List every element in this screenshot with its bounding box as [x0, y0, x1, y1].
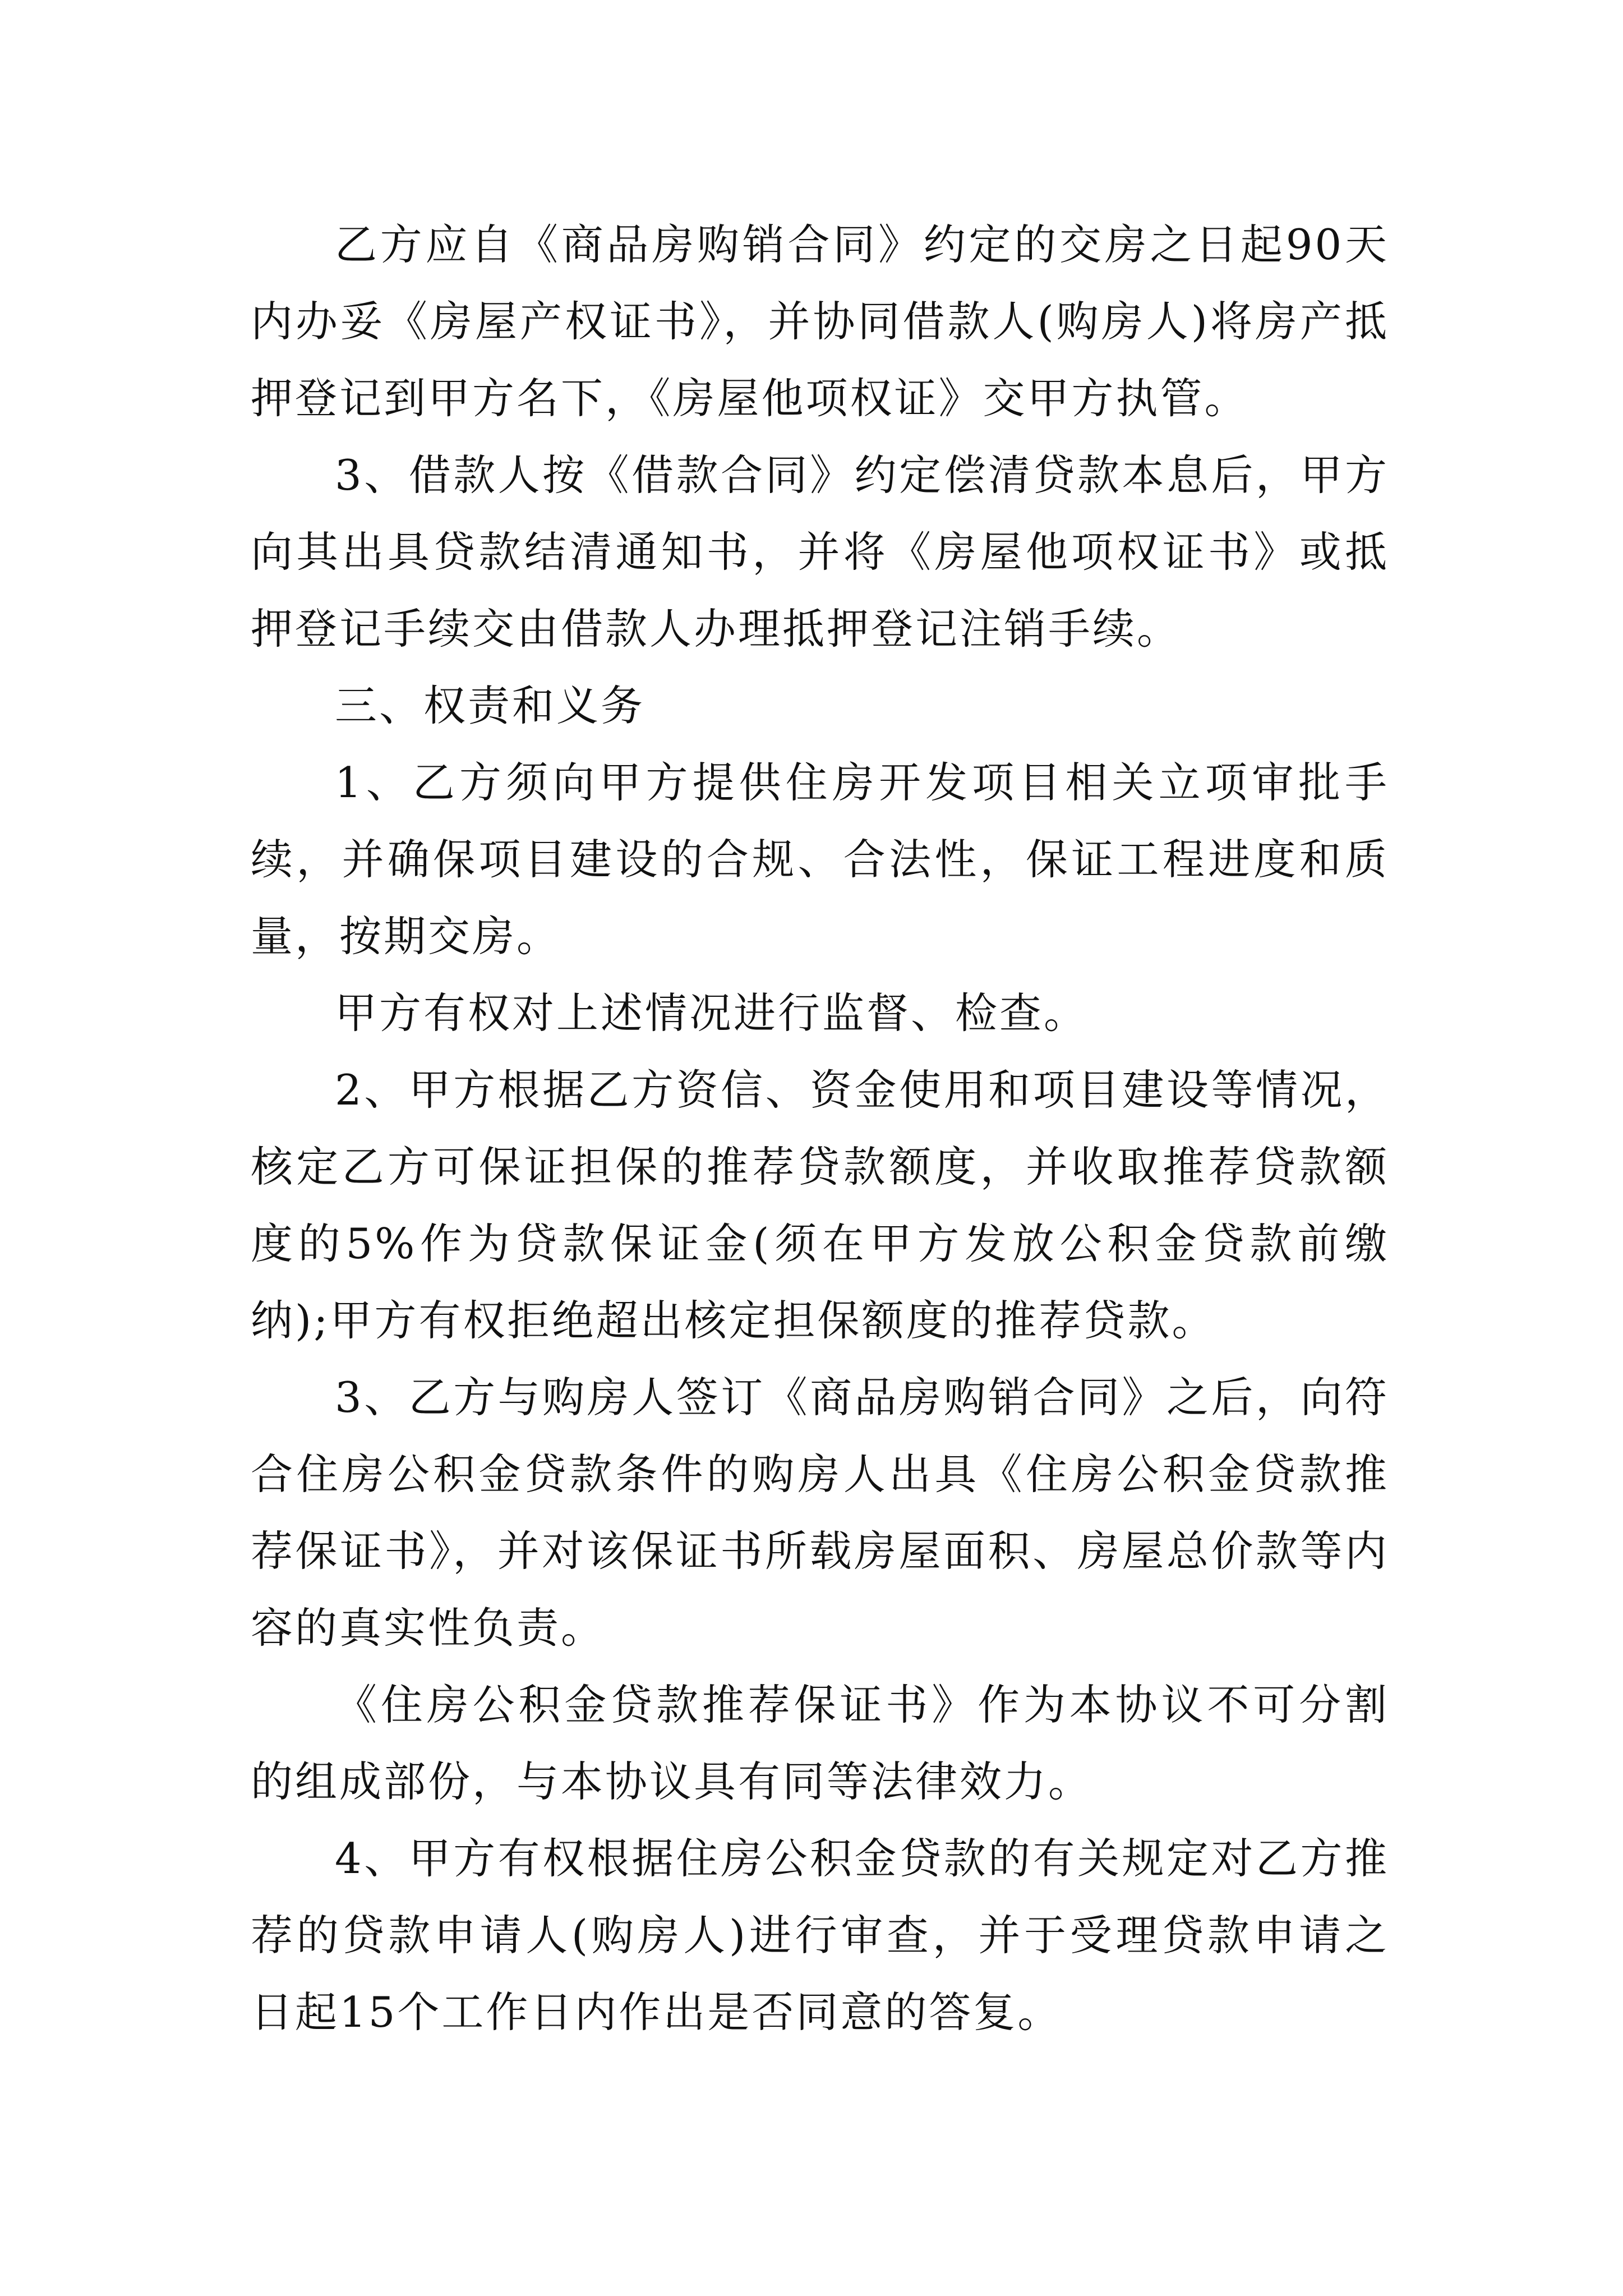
- paragraph-3: 1、乙方须向甲方提供住房开发项目相关立项审批手续，并确保项目建设的合规、合法性，保证工程进度和质量，按期交房。: [251, 758, 1389, 961]
- section-heading: 三、权责和义务: [335, 681, 645, 730]
- paragraph-1: 乙方应自《商品房购销合同》约定的交房之日起90天内办妥《房屋产权证书》，并协同借款人(购房人)将房产抵押登记到甲方名下，《房屋他项权证》交甲方执管。: [251, 220, 1389, 423]
- paragraph-5: 2、甲方根据乙方资信、资金使用和项目建设等情况，核定乙方可保证担保的推荐贷款额度，并收取推荐贷款额度的5%作为贷款保证金(须在甲方发放公积金贷款前缴纳);甲方有权拒绝超出核定担保额度的推荐贷款。: [251, 1065, 1389, 1345]
- paragraph-8: 4、甲方有权根据住房公积金贷款的有关规定对乙方推荐的贷款申请人(购房人)进行审查，并于受理贷款申请之日起15个工作日内作出是否同意的答复。: [251, 1834, 1389, 2037]
- document-page: [251, 206, 1389, 2051]
- paragraph-4: 甲方有权对上述情况进行监督、检查。: [335, 988, 1089, 1038]
- paragraph-7: 《住房公积金贷款推荐保证书》作为本协议不可分割的组成部份，与本协议具有同等法律效力。: [251, 1680, 1389, 1806]
- paragraph-2: 3、借款人按《借款合同》约定偿清贷款本息后，甲方向其出具贷款结清通知书，并将《房屋他项权证书》或抵押登记手续交由借款人办理抵押登记注销手续。: [251, 450, 1389, 654]
- paragraph-6: 3、乙方与购房人签订《商品房购销合同》之后，向符合住房公积金贷款条件的购房人出具《住房公积金贷款推荐保证书》，并对该保证书所载房屋面积、房屋总价款等内容的真实性负责。: [251, 1373, 1389, 1653]
